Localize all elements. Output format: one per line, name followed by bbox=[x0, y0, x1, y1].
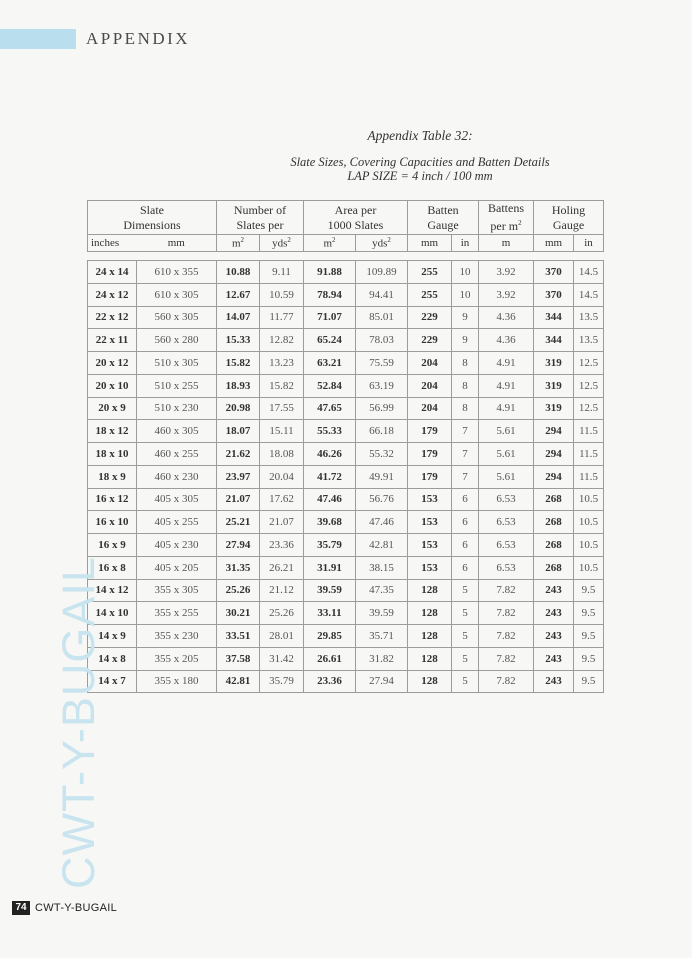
header-batten-gauge bbox=[408, 201, 479, 235]
table-cell: 4.91 bbox=[479, 374, 534, 397]
table-cell: 179 bbox=[408, 443, 452, 466]
table-cell: 10.5 bbox=[574, 556, 604, 579]
table-cell: 47.65 bbox=[304, 397, 356, 420]
table-cell: 4.91 bbox=[479, 397, 534, 420]
table-cell: 355 x 255 bbox=[137, 602, 217, 625]
table-cell: 18 x 9 bbox=[88, 465, 137, 488]
footer-brand: CWT-Y-BUGAIL bbox=[35, 902, 118, 914]
table-cell: 37.58 bbox=[217, 647, 260, 670]
table-cell: 9.5 bbox=[574, 625, 604, 648]
table-cell: 153 bbox=[408, 556, 452, 579]
table-cell: 28.01 bbox=[260, 625, 304, 648]
table-cell: 26.21 bbox=[260, 556, 304, 579]
unit-header-cell bbox=[137, 235, 217, 252]
unit-label: m bbox=[323, 237, 333, 250]
table-cell: 20.98 bbox=[217, 397, 260, 420]
table-cell: 14 x 9 bbox=[88, 625, 137, 648]
page-number: 74 bbox=[12, 901, 30, 915]
table-row bbox=[88, 306, 604, 329]
caption-subtitle: Slate Sizes, Covering Capacities and Batten Details bbox=[290, 155, 550, 169]
table-row bbox=[88, 283, 604, 306]
table-cell: 109.89 bbox=[356, 261, 408, 284]
slate-sizes-table bbox=[87, 200, 604, 693]
table-cell: 128 bbox=[408, 670, 452, 693]
table-cell: 10 bbox=[452, 283, 479, 306]
table-cell: 510 x 230 bbox=[137, 397, 217, 420]
table-cell: 128 bbox=[408, 647, 452, 670]
table-cell: 510 x 255 bbox=[137, 374, 217, 397]
table-row bbox=[88, 420, 604, 443]
table-cell: 179 bbox=[408, 465, 452, 488]
table-cell: 20 x 9 bbox=[88, 397, 137, 420]
table-cell: 35.79 bbox=[304, 534, 356, 557]
table-row bbox=[88, 329, 604, 352]
table-cell: 153 bbox=[408, 511, 452, 534]
table-cell: 24 x 14 bbox=[88, 261, 137, 284]
table-cell: 78.94 bbox=[304, 283, 356, 306]
table-cell: 8 bbox=[452, 352, 479, 375]
table-cell: 344 bbox=[534, 306, 574, 329]
table-cell: 14.5 bbox=[574, 283, 604, 306]
table-cell: 94.41 bbox=[356, 283, 408, 306]
table-cell: 5 bbox=[452, 602, 479, 625]
table-cell: 610 x 305 bbox=[137, 283, 217, 306]
unit-header-cell: $m^2$ bbox=[304, 235, 356, 252]
table-cell: 78.03 bbox=[356, 329, 408, 352]
table-cell: 18.07 bbox=[217, 420, 260, 443]
header-slate-dimensions bbox=[88, 201, 217, 235]
table-cell: 49.91 bbox=[356, 465, 408, 488]
table-cell: 243 bbox=[534, 670, 574, 693]
table-row bbox=[88, 670, 604, 693]
table-row bbox=[88, 352, 604, 375]
header-text: Area per bbox=[334, 202, 377, 217]
table-cell: 6 bbox=[452, 556, 479, 579]
table-row bbox=[88, 579, 604, 602]
table-cell: 460 x 255 bbox=[137, 443, 217, 466]
table-cell: 8 bbox=[452, 374, 479, 397]
table-cell: 5 bbox=[452, 579, 479, 602]
table-cell: 55.33 bbox=[304, 420, 356, 443]
table-cell: 14.07 bbox=[217, 306, 260, 329]
table-cell: 16 x 9 bbox=[88, 534, 137, 557]
table-cell: 14 x 10 bbox=[88, 602, 137, 625]
table-row bbox=[88, 647, 604, 670]
table-cell: 21.07 bbox=[260, 511, 304, 534]
table-cell: 23.36 bbox=[304, 670, 356, 693]
table-cell: 8 bbox=[452, 397, 479, 420]
unit-header-cell bbox=[534, 235, 574, 252]
spacer-cell bbox=[88, 252, 604, 261]
table-cell: 255 bbox=[408, 261, 452, 284]
table-cell: 35.79 bbox=[260, 670, 304, 693]
table-cell: 405 x 205 bbox=[137, 556, 217, 579]
table-cell: 12.82 bbox=[260, 329, 304, 352]
table-cell: 560 x 305 bbox=[137, 306, 217, 329]
table-cell: 153 bbox=[408, 534, 452, 557]
table-cell: 25.21 bbox=[217, 511, 260, 534]
header-text: Gauge bbox=[552, 217, 585, 232]
table-cell: 22 x 11 bbox=[88, 329, 137, 352]
table-cell: 15.11 bbox=[260, 420, 304, 443]
table-cell: 204 bbox=[408, 374, 452, 397]
table-cell: 10.5 bbox=[574, 488, 604, 511]
table-cell: 47.46 bbox=[304, 488, 356, 511]
table-cell: 7 bbox=[452, 465, 479, 488]
table-cell: 405 x 255 bbox=[137, 511, 217, 534]
header-text: 1000 Slates bbox=[327, 217, 384, 232]
table-cell: 29.85 bbox=[304, 625, 356, 648]
table-cell: 405 x 230 bbox=[137, 534, 217, 557]
table-cell: 179 bbox=[408, 420, 452, 443]
table-cell: 370 bbox=[534, 261, 574, 284]
table-row bbox=[88, 374, 604, 397]
table-cell: 15.82 bbox=[260, 374, 304, 397]
table-cell: 20.04 bbox=[260, 465, 304, 488]
table-cell: 42.81 bbox=[217, 670, 260, 693]
table-caption bbox=[150, 128, 690, 183]
table-cell: 41.72 bbox=[304, 465, 356, 488]
table-cell: 560 x 280 bbox=[137, 329, 217, 352]
table-cell: 23.97 bbox=[217, 465, 260, 488]
table-row bbox=[88, 443, 604, 466]
table-cell: 26.61 bbox=[304, 647, 356, 670]
table-cell: 21.12 bbox=[260, 579, 304, 602]
table-cell: 9.5 bbox=[574, 647, 604, 670]
table-cell: 510 x 305 bbox=[137, 352, 217, 375]
table-cell: 9 bbox=[452, 306, 479, 329]
section-title: APPENDIX bbox=[86, 29, 191, 48]
table-cell: 128 bbox=[408, 625, 452, 648]
table-cell: 3.92 bbox=[479, 283, 534, 306]
table-cell: 9.5 bbox=[574, 579, 604, 602]
table-row bbox=[88, 488, 604, 511]
table-cell: 24 x 12 bbox=[88, 283, 137, 306]
table-cell: 47.35 bbox=[356, 579, 408, 602]
table-cell: 22 x 12 bbox=[88, 306, 137, 329]
table-cell: 5 bbox=[452, 670, 479, 693]
side-brand-watermark: CWT-Y-BUGAIL bbox=[53, 556, 104, 889]
table-cell: 7.82 bbox=[479, 579, 534, 602]
table-cell: 56.76 bbox=[356, 488, 408, 511]
header-text: Holing bbox=[551, 202, 586, 217]
table-row bbox=[88, 397, 604, 420]
unit-label: m bbox=[501, 237, 511, 249]
table-cell: 18.08 bbox=[260, 443, 304, 466]
table-cell: 33.11 bbox=[304, 602, 356, 625]
table-cell: 268 bbox=[534, 511, 574, 534]
table-cell: 39.68 bbox=[304, 511, 356, 534]
table-cell: 46.26 bbox=[304, 443, 356, 466]
unit-header-cell: yds$^2$ bbox=[260, 235, 304, 252]
table-cell: 9.11 bbox=[260, 261, 304, 284]
unit-label: mm bbox=[544, 237, 563, 249]
table-cell: 7.82 bbox=[479, 625, 534, 648]
table-cell: 5 bbox=[452, 625, 479, 648]
table-cell: 13.5 bbox=[574, 329, 604, 352]
table-cell: 65.24 bbox=[304, 329, 356, 352]
table-cell: 39.59 bbox=[356, 602, 408, 625]
table-cell: 319 bbox=[534, 352, 574, 375]
table-row bbox=[88, 261, 604, 284]
table-cell: 3.92 bbox=[479, 261, 534, 284]
table-cell: 294 bbox=[534, 465, 574, 488]
table-cell: 370 bbox=[534, 283, 574, 306]
caption-title: Appendix Table 32: bbox=[367, 128, 473, 143]
header-text: Dimensions bbox=[123, 217, 181, 232]
table-cell: 55.32 bbox=[356, 443, 408, 466]
table-cell: 460 x 230 bbox=[137, 465, 217, 488]
table-cell: 52.84 bbox=[304, 374, 356, 397]
unit-label: inches bbox=[91, 237, 120, 249]
table-cell: 18 x 12 bbox=[88, 420, 137, 443]
table-cell: 355 x 305 bbox=[137, 579, 217, 602]
table-cell: 38.15 bbox=[356, 556, 408, 579]
header-text: Battens bbox=[488, 201, 524, 215]
table-cell: 344 bbox=[534, 329, 574, 352]
table-cell: 14 x 8 bbox=[88, 647, 137, 670]
table-cell: 10.59 bbox=[260, 283, 304, 306]
table-cell: 243 bbox=[534, 625, 574, 648]
header-battens-per-m2: Battens per $m^2$ bbox=[479, 201, 534, 235]
table-cell: 9.5 bbox=[574, 602, 604, 625]
table-cell: 6.53 bbox=[479, 488, 534, 511]
table-cell: 25.26 bbox=[260, 602, 304, 625]
table-cell: 268 bbox=[534, 534, 574, 557]
table-cell: 9 bbox=[452, 329, 479, 352]
table-row bbox=[88, 602, 604, 625]
table-cell: 27.94 bbox=[356, 670, 408, 693]
table-cell: 17.62 bbox=[260, 488, 304, 511]
page-footer bbox=[12, 901, 117, 915]
unit-label: yds bbox=[372, 237, 388, 250]
table-cell: 9.5 bbox=[574, 670, 604, 693]
table-cell: 11.5 bbox=[574, 465, 604, 488]
table-cell: 23.36 bbox=[260, 534, 304, 557]
table-cell: 85.01 bbox=[356, 306, 408, 329]
table-cell: 294 bbox=[534, 443, 574, 466]
table-cell: 610 x 355 bbox=[137, 261, 217, 284]
table-cell: 31.91 bbox=[304, 556, 356, 579]
header-area-per-1000 bbox=[304, 201, 408, 235]
table-cell: 16 x 8 bbox=[88, 556, 137, 579]
table-cell: 25.26 bbox=[217, 579, 260, 602]
table-cell: 56.99 bbox=[356, 397, 408, 420]
table-cell: 294 bbox=[534, 420, 574, 443]
table-cell: 14 x 12 bbox=[88, 579, 137, 602]
unit-label: in bbox=[584, 237, 593, 249]
table-cell: 6.53 bbox=[479, 556, 534, 579]
table-cell: 255 bbox=[408, 283, 452, 306]
table-cell: 7 bbox=[452, 420, 479, 443]
table-cell: 14.5 bbox=[574, 261, 604, 284]
table-cell: 11.5 bbox=[574, 420, 604, 443]
header-number-of-slates bbox=[217, 201, 304, 235]
table-cell: 6 bbox=[452, 488, 479, 511]
table-row bbox=[88, 511, 604, 534]
table-cell: 33.51 bbox=[217, 625, 260, 648]
table-cell: 31.35 bbox=[217, 556, 260, 579]
table-cell: 31.82 bbox=[356, 647, 408, 670]
table-cell: 16 x 12 bbox=[88, 488, 137, 511]
table-cell: 11.77 bbox=[260, 306, 304, 329]
table-cell: 460 x 305 bbox=[137, 420, 217, 443]
table-cell: 405 x 305 bbox=[137, 488, 217, 511]
unit-header-cell: $m^2$ bbox=[217, 235, 260, 252]
header-text: Slate bbox=[140, 202, 164, 217]
table-cell: 91.88 bbox=[304, 261, 356, 284]
table-cell: 31.42 bbox=[260, 647, 304, 670]
table-row bbox=[88, 465, 604, 488]
table-cell: 75.59 bbox=[356, 352, 408, 375]
table-cell: 6 bbox=[452, 534, 479, 557]
table-cell: 153 bbox=[408, 488, 452, 511]
table-cell: 268 bbox=[534, 488, 574, 511]
table-cell: 5 bbox=[452, 647, 479, 670]
unit-header-cell: yds$^2$ bbox=[356, 235, 408, 252]
unit-label: yds bbox=[272, 237, 288, 250]
table-cell: 15.33 bbox=[217, 329, 260, 352]
table-cell: 39.59 bbox=[304, 579, 356, 602]
table-cell: 16 x 10 bbox=[88, 511, 137, 534]
header-accent-bar bbox=[0, 29, 76, 49]
table-cell: 7.82 bbox=[479, 602, 534, 625]
table-cell: 319 bbox=[534, 374, 574, 397]
table-cell: 71.07 bbox=[304, 306, 356, 329]
table-cell: 319 bbox=[534, 397, 574, 420]
table-cell: 63.21 bbox=[304, 352, 356, 375]
table-cell: 21.07 bbox=[217, 488, 260, 511]
table-row bbox=[88, 625, 604, 648]
table-cell: 5.61 bbox=[479, 465, 534, 488]
table-cell: 14 x 7 bbox=[88, 670, 137, 693]
table-cell: 4.36 bbox=[479, 306, 534, 329]
table-cell: 204 bbox=[408, 352, 452, 375]
caption-lap-size: LAP SIZE = 4 inch / 100 mm bbox=[347, 169, 493, 183]
table-cell: 30.21 bbox=[217, 602, 260, 625]
table-cell: 47.46 bbox=[356, 511, 408, 534]
unit-label: m bbox=[231, 237, 241, 250]
table-cell: 4.36 bbox=[479, 329, 534, 352]
table-cell: 63.19 bbox=[356, 374, 408, 397]
table-cell: 10.5 bbox=[574, 511, 604, 534]
table-cell: 243 bbox=[534, 647, 574, 670]
table-cell: 243 bbox=[534, 602, 574, 625]
table-cell: 12.5 bbox=[574, 374, 604, 397]
table-cell: 204 bbox=[408, 397, 452, 420]
table-cell: 229 bbox=[408, 306, 452, 329]
table-cell: 20 x 12 bbox=[88, 352, 137, 375]
spacer-row bbox=[88, 252, 604, 261]
table-cell: 10.88 bbox=[217, 261, 260, 284]
table-cell: 6.53 bbox=[479, 511, 534, 534]
header-holing-gauge bbox=[534, 201, 604, 235]
table-cell: 21.62 bbox=[217, 443, 260, 466]
unit-header-cell bbox=[452, 235, 479, 252]
table-cell: 5.61 bbox=[479, 420, 534, 443]
table-cell: 355 x 180 bbox=[137, 670, 217, 693]
table-cell: 20 x 10 bbox=[88, 374, 137, 397]
header-text: Batten bbox=[427, 202, 459, 217]
table-cell: 268 bbox=[534, 556, 574, 579]
table-cell: 7.82 bbox=[479, 647, 534, 670]
table-cell: 128 bbox=[408, 602, 452, 625]
table-cell: 7.82 bbox=[479, 670, 534, 693]
table-cell: 15.82 bbox=[217, 352, 260, 375]
header-text: Gauge bbox=[427, 217, 459, 232]
header-text: per m bbox=[490, 219, 519, 233]
unit-label: in bbox=[460, 237, 470, 249]
table-cell: 128 bbox=[408, 579, 452, 602]
table-cell: 355 x 205 bbox=[137, 647, 217, 670]
table-cell: 10.5 bbox=[574, 534, 604, 557]
units-row bbox=[88, 235, 604, 252]
table-cell: 5.61 bbox=[479, 443, 534, 466]
table-cell: 12.5 bbox=[574, 352, 604, 375]
table-body bbox=[88, 252, 604, 693]
header-text: Slates per bbox=[236, 217, 284, 232]
unit-header-cell bbox=[479, 235, 534, 252]
table-cell: 18 x 10 bbox=[88, 443, 137, 466]
unit-label: mm bbox=[167, 237, 185, 249]
table-row bbox=[88, 556, 604, 579]
table-cell: 13.23 bbox=[260, 352, 304, 375]
table-cell: 11.5 bbox=[574, 443, 604, 466]
table-cell: 355 x 230 bbox=[137, 625, 217, 648]
table-cell: 12.5 bbox=[574, 397, 604, 420]
table-cell: 35.71 bbox=[356, 625, 408, 648]
table-cell: 243 bbox=[534, 579, 574, 602]
table-cell: 13.5 bbox=[574, 306, 604, 329]
header-text: Number of bbox=[233, 202, 287, 217]
table-cell: 27.94 bbox=[217, 534, 260, 557]
table-cell: 4.91 bbox=[479, 352, 534, 375]
table-cell: 17.55 bbox=[260, 397, 304, 420]
table-cell: 6 bbox=[452, 511, 479, 534]
table-cell: 18.93 bbox=[217, 374, 260, 397]
unit-header-cell bbox=[408, 235, 452, 252]
unit-header-cell bbox=[574, 235, 604, 252]
unit-header-cell bbox=[88, 235, 137, 252]
table-cell: 10 bbox=[452, 261, 479, 284]
table-cell: 66.18 bbox=[356, 420, 408, 443]
unit-label: mm bbox=[420, 237, 439, 249]
table-cell: 12.67 bbox=[217, 283, 260, 306]
table-cell: 6.53 bbox=[479, 534, 534, 557]
table-row bbox=[88, 534, 604, 557]
table-cell: 229 bbox=[408, 329, 452, 352]
table-cell: 42.81 bbox=[356, 534, 408, 557]
table-cell: 7 bbox=[452, 443, 479, 466]
